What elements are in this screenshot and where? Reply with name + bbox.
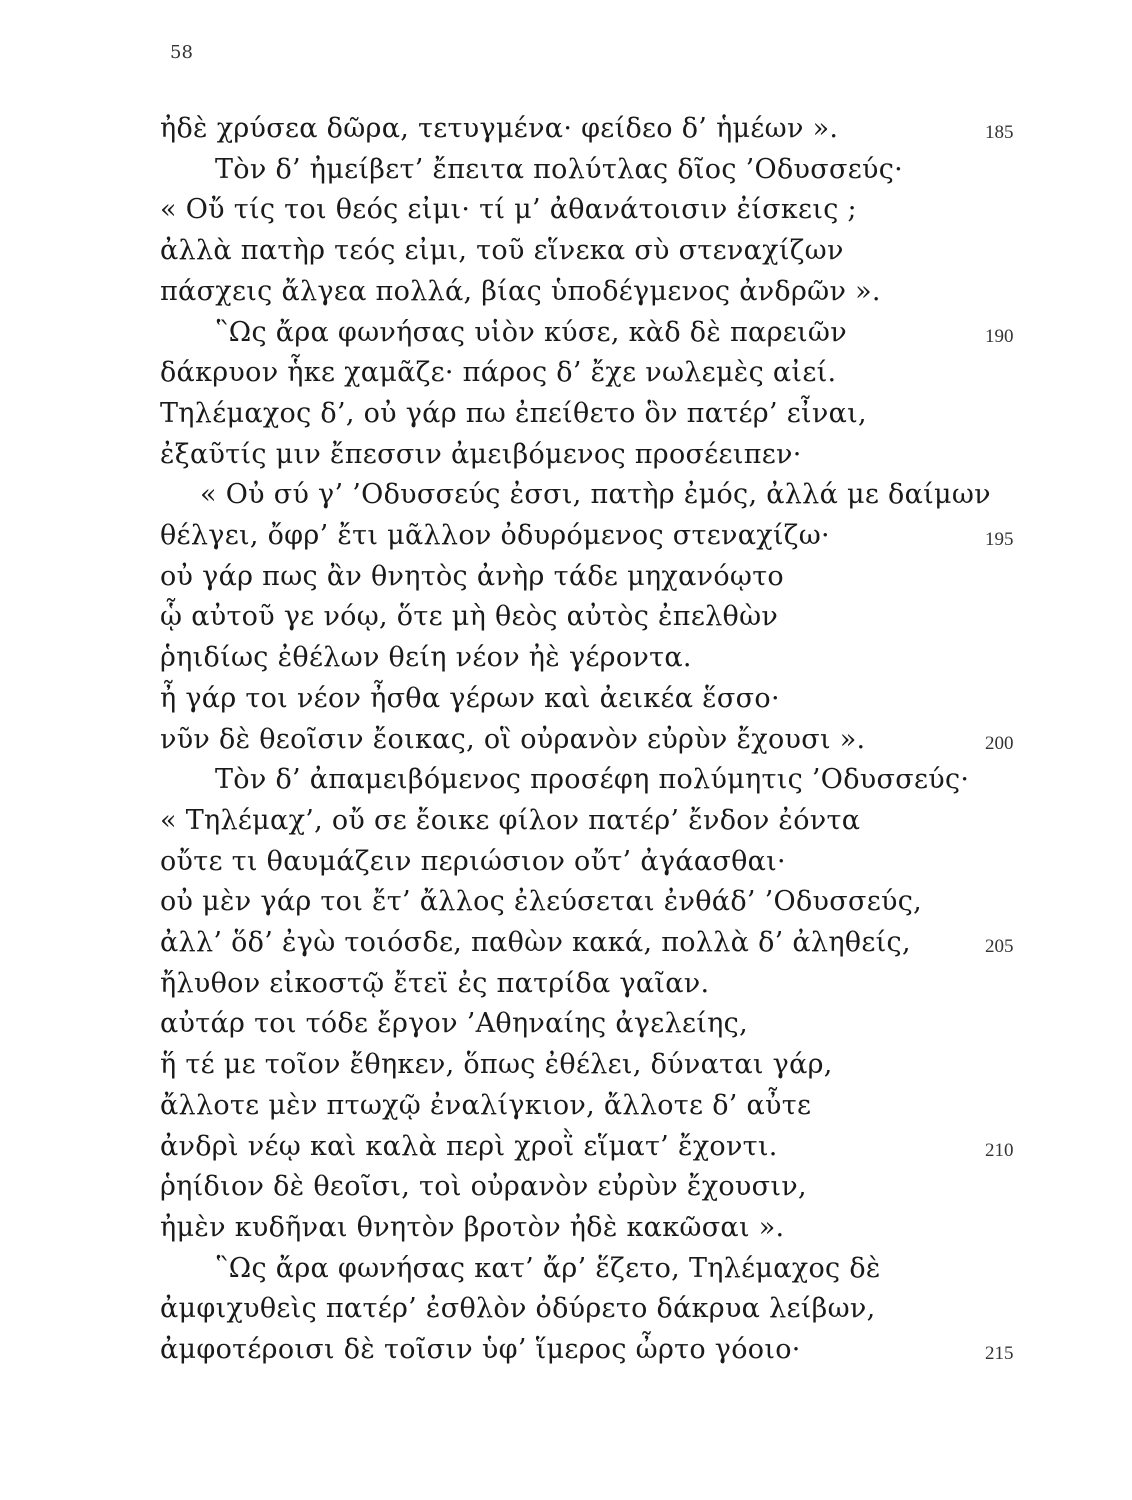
verse-line: θέλγει, ὄφρ’ ἔτι μᾶλλον ὀδυρόμενος στεναχίζω·	[160, 520, 830, 551]
verse-line: ῝Ως ἄρα φωνήσας υἱὸν κύσε, κὰδ δὲ παρειῶν	[215, 316, 847, 348]
verse-line: Τὸν δ’ ἀπαμειβόμενος προσέφη πολύμητις ’Οδυσσεύς·	[215, 764, 970, 796]
verse-line: ἤλυθον εἰκοστῷ ἔτεϊ ἐς πατρίδα γαῖαν.	[160, 967, 710, 999]
line-number: 190	[985, 325, 1014, 347]
verse-line: ῥηιδίως ἐθέλων θείη νέον ἠὲ γέροντα.	[160, 642, 692, 674]
verse-line: « Τηλέμαχ’, οὔ σε ἔοικε φίλον πατέρ’ ἔνδον ἐόντα	[160, 804, 861, 836]
verse-line: « Οὐ σύ γ’ ’Οδυσσεύς ἐσσι, πατὴρ ἐμός, ἀλλά με δαίμων	[200, 479, 991, 511]
verse-line: αὐτάρ τοι τόδε ἔργον ’Αθηναίης ἀγελείης,	[160, 1008, 748, 1040]
verse-line: οὐ μὲν γάρ τοι ἔτ’ ἄλλος ἐλεύσεται ἐνθάδ’ ’Οδυσσεύς,	[160, 886, 923, 918]
verse-line: ἀμφιχυθεὶς πατέρ’ ἐσθλὸν ὀδύρετο δάκρυα λείβων,	[160, 1293, 876, 1325]
verse-line: ἦ γάρ τοι νέον ἦσθα γέρων καὶ ἀεικέα ἕσσο·	[160, 682, 780, 714]
verse-line: ῝Ως ἄρα φωνήσας κατ’ ἄρ’ ἕζετο, Τηλέμαχος δὲ	[215, 1252, 881, 1284]
verse-line: νῦν δὲ θεοῖσιν ἔοικας, οἳ οὐρανὸν εὐρὺν ἔχουσι ».	[160, 723, 866, 755]
verse-line: ἥ τέ με τοῖον ἔθηκεν, ὅπως ἐθέλει, δύναται γάρ,	[160, 1049, 833, 1081]
verse-line: οὔτε τι θαυμάζειν περιώσιον οὔτ’ ἀγάασθαι·	[160, 845, 786, 877]
verse-line: ἠδὲ χρύσεα δῶρα, τετυγμένα· φείδεο δ’ ἡμέων ».	[160, 113, 839, 144]
verse-line: ἀλλὰ πατὴρ τεός εἰμι, τοῦ εἵνεκα σὺ στεναχίζων	[160, 235, 844, 267]
line-number: 210	[985, 1139, 1014, 1161]
verse-line: ἄλλοτε μὲν πτωχῷ ἐναλίγκιον, ἄλλοτε δ’ αὖτε	[160, 1089, 812, 1121]
verse-line: ἀνδρὶ νέῳ καὶ καλὰ περὶ χροῒ εἵματ’ ἔχοντι.	[160, 1130, 778, 1162]
verse-line: Τὸν δ’ ἠμείβετ’ ἔπειτα πολύτλας δῖος ’Οδυσσεύς·	[215, 153, 904, 185]
verse-line: Τηλέμαχος δ’, οὐ γάρ πω ἐπείθετο ὃν πατέρ’ εἶναι,	[160, 397, 867, 429]
verse-line: πάσχεις ἄλγεα πολλά, βίας ὑποδέγμενος ἀνδρῶν ».	[160, 275, 881, 307]
verse-line: οὐ γάρ πως ἂν θνητὸς ἀνὴρ τάδε μηχανόῳτο	[160, 560, 784, 592]
line-number: 185	[985, 122, 1014, 143]
verse-line: ᾧ αὐτοῦ γε νόῳ, ὅτε μὴ θεὸς αὐτὸς ἐπελθὼν	[160, 601, 779, 633]
verse-line: ἀμφοτέροισι δὲ τοῖσιν ὑφ’ ἵμερος ὦρτο γόοιο·	[160, 1334, 801, 1365]
verse-line: « Οὔ τίς τοι θεός εἰμι· τί μ’ ἀθανάτοισιν ἐίσκεις ;	[160, 194, 857, 226]
verse-line: ἀλλ’ ὅδ’ ἐγὼ τοιόσδε, παθὼν κακά, πολλὰ δ’ ἀληθείς,	[160, 927, 911, 958]
verse-line: δάκρυον ἧκε χαμᾶζε· πάρος δ’ ἔχε νωλεμὲς αἰεί.	[160, 357, 837, 389]
line-number: 200	[985, 732, 1014, 754]
line-number: 205	[985, 936, 1014, 957]
verse-line: ῥηίδιον δὲ θεοῖσι, τοὶ οὐρανὸν εὐρὺν ἔχουσιν,	[160, 1171, 807, 1203]
page-number: 58	[170, 42, 193, 63]
line-number: 195	[985, 529, 1014, 550]
verse-line: ἠμὲν κυδῆναι θνητὸν βροτὸν ἠδὲ κακῶσαι ».	[160, 1211, 785, 1243]
line-number: 215	[985, 1343, 1014, 1364]
verse-line: ἐξαῦτίς μιν ἔπεσσιν ἀμειβόμενος προσέειπεν·	[160, 438, 802, 470]
